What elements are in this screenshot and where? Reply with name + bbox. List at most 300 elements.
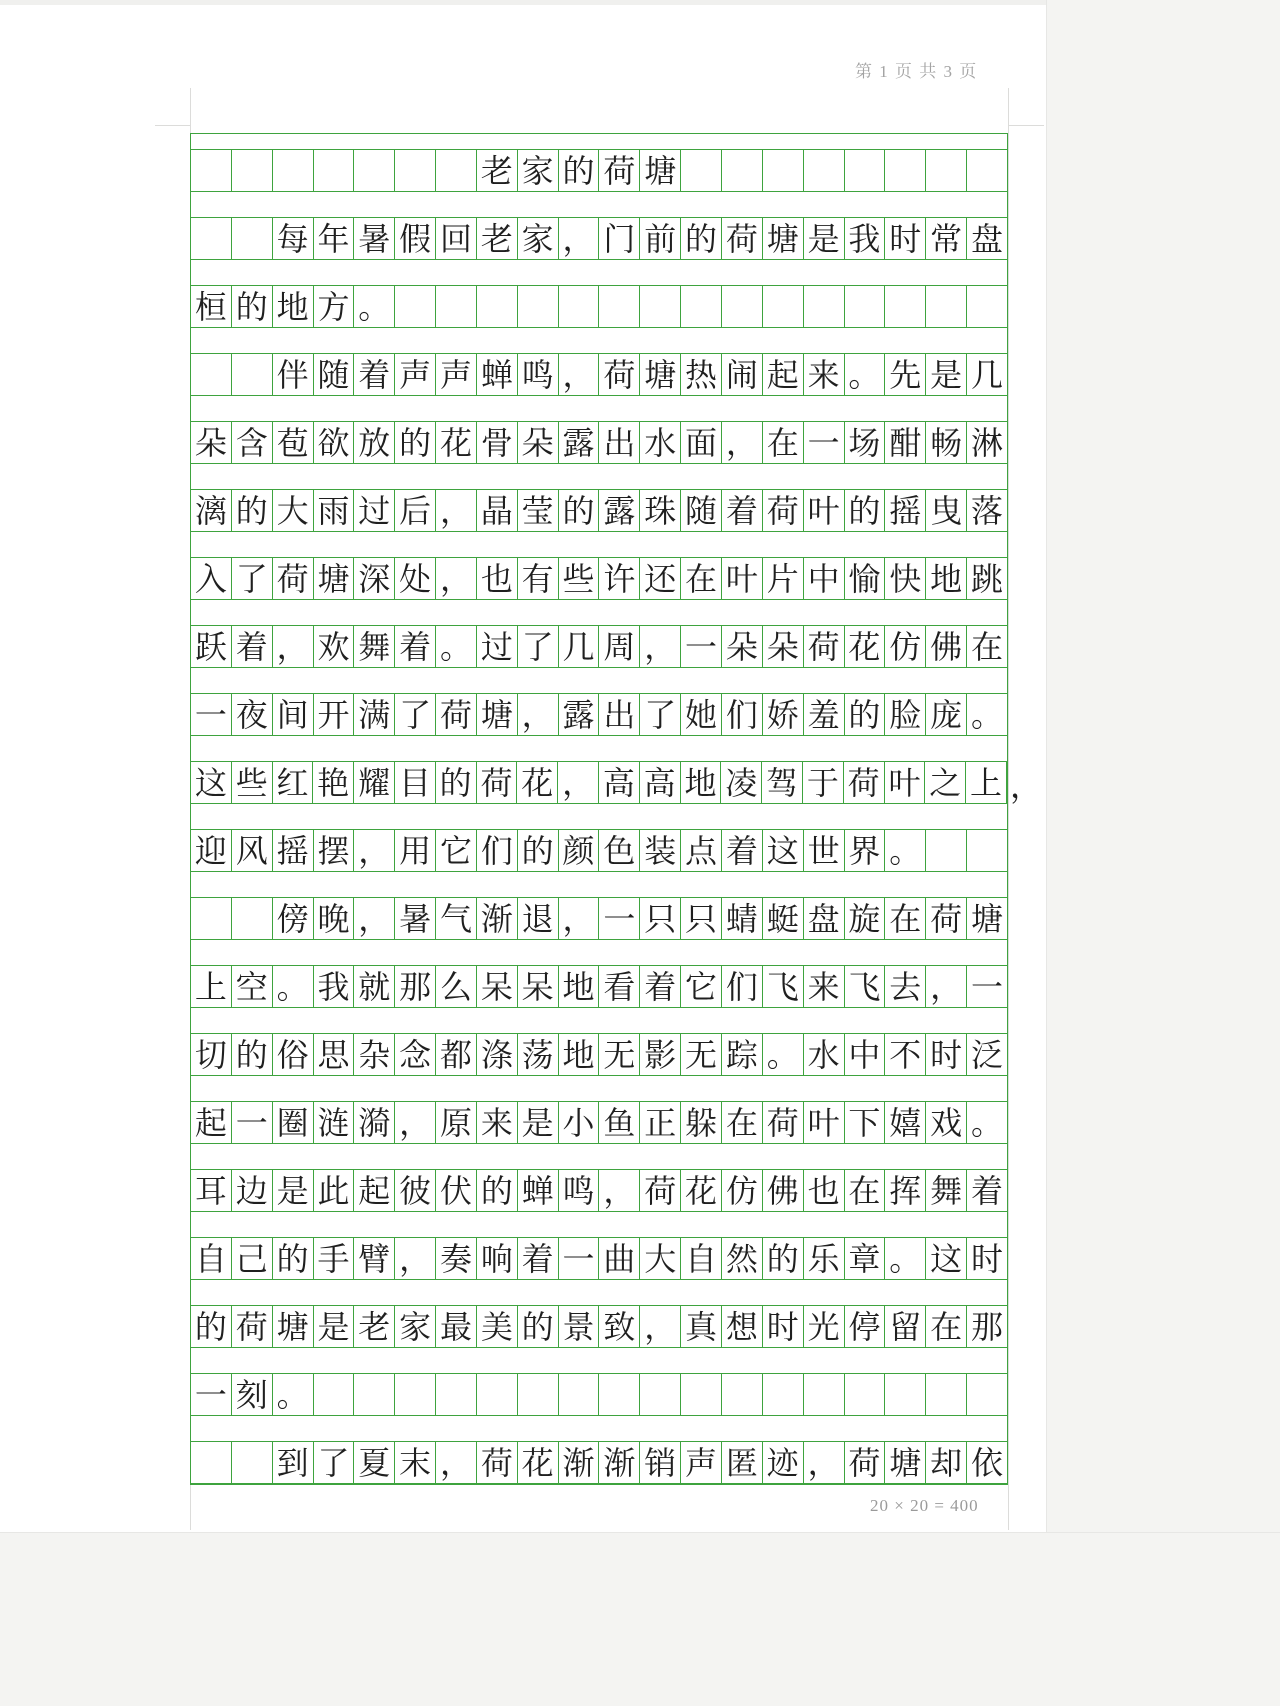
grid-cell: 的 [518,1306,559,1347]
grid-row [191,1441,1007,1484]
grid-cell: 中 [845,1034,886,1075]
grid-cell: ， [599,1170,640,1211]
text-boundary-left-tick [155,125,191,126]
row-gap [191,804,1007,829]
grid-cell: 。 [273,966,314,1007]
grid-cell: 傍 [273,898,314,939]
grid-row [191,557,1007,600]
grid-cell: 的 [518,830,559,871]
grid-cell: 上 [191,966,232,1007]
grid-cell: 些 [559,558,600,599]
grid-cell: 几 [970,356,1003,393]
grid-cell [845,286,886,327]
grid-cell: 嬉 [885,1102,926,1143]
grid-cell: 了 [518,626,559,667]
grid-cell: 荷 [804,626,845,667]
grid-cell: 界 [845,830,886,871]
grid-row [191,1305,1007,1348]
grid-cell [845,150,886,191]
grid-cell: 到 [273,1442,314,1483]
grid-cell: 之 [925,762,966,803]
grid-row [191,353,1007,396]
grid-cell: 去 [885,966,926,1007]
hanging-punctuation: ， [1010,768,1043,804]
grid-cell: 了 [314,1442,355,1483]
grid-cell: 然 [722,1238,763,1279]
grid-cell: 原 [436,1102,477,1143]
grid-cell: 这 [763,830,804,871]
row-gap [191,1280,1007,1305]
grid-cell: 渐 [559,1442,600,1483]
grid-cell: 声 [395,354,436,395]
grid-cell: 。 [970,1104,1003,1141]
grid-cell: 依 [970,1444,1003,1481]
grid-cell [314,150,355,191]
grid-cell: 起 [763,354,804,395]
grid-cell: 曳 [926,490,967,531]
grid-cell: 的 [436,762,477,803]
grid-cell: 刻 [232,1374,273,1415]
grid-cell: 仿 [885,626,926,667]
grid-cell [804,1374,845,1415]
grid-cell: 那 [970,1308,1003,1345]
grid-cell: 上 [966,762,1007,803]
grid-row [191,489,1007,532]
grid-cell: 假 [395,218,436,259]
grid-cell: 荷 [436,694,477,735]
grid-cell: 着 [395,626,436,667]
grid-cell: 伴 [273,354,314,395]
grid-cell: 边 [232,1170,273,1211]
page-number-indicator: 第 1 页 共 3 页 [855,62,978,81]
row-gap [191,464,1007,489]
grid-cell: 来 [804,354,845,395]
grid-cell: 朵 [518,422,559,463]
grid-row [191,285,1007,328]
grid-cell: 泛 [970,1036,1003,1073]
grid-cell: 世 [804,830,845,871]
grid-cell: 圈 [273,1102,314,1143]
grid-cell: ， [804,1442,845,1483]
grid-cell: ， [354,830,395,871]
grid-cell: ， [273,626,314,667]
grid-cell: 影 [640,1034,681,1075]
grid-cell [395,1374,436,1415]
grid-cell: 声 [436,354,477,395]
grid-cell: 色 [599,830,640,871]
grid-cell [232,218,273,259]
grid-cell: 飞 [763,966,804,1007]
grid-cell: 花 [845,626,886,667]
grid-cell [314,1374,355,1415]
grid-cell: 声 [681,1442,722,1483]
grid-cell: ， [640,626,681,667]
grid-cell: 老 [354,1306,395,1347]
grid-cell: 在 [681,558,722,599]
grid-cell: 庞 [926,694,967,735]
grid-cell: 叶 [804,490,845,531]
grid-cell: 佛 [926,626,967,667]
grid-cell: ， [395,1102,436,1143]
grid-cell: 踪 [722,1034,763,1075]
grid-cell: 朵 [722,626,763,667]
grid-cell [681,286,722,327]
grid-cell: ， [436,1442,477,1483]
grid-cell: 荷 [477,762,518,803]
grid-cell: 光 [804,1306,845,1347]
grid-cell: 自 [191,1238,232,1279]
grid-cell: 于 [803,762,844,803]
grid-cell: 娇 [763,694,804,735]
grid-cell: 涤 [477,1034,518,1075]
grid-cell: 些 [232,762,273,803]
grid-cell: 莹 [518,490,559,531]
grid-cell: 一 [191,1374,232,1415]
grid-cell [722,286,763,327]
grid-cell [518,286,559,327]
grid-cell: 起 [354,1170,395,1211]
row-gap [191,1076,1007,1101]
grid-cell: 随 [681,490,722,531]
grid-cell: 地 [926,558,967,599]
grid-cell: 露 [559,694,600,735]
grid-cell [354,1374,395,1415]
grid-cell: ， [395,1238,436,1279]
grid-cell: 是 [273,1170,314,1211]
grid-cell: 的 [477,1170,518,1211]
grid-cell: 鱼 [599,1102,640,1143]
grid-cell [763,286,804,327]
grid-cell: 快 [885,558,926,599]
grid-cell: 念 [395,1034,436,1075]
grid-cell: 曲 [599,1238,640,1279]
row-gap [191,328,1007,353]
grid-cell: 却 [926,1442,967,1483]
grid-cell: 这 [926,1238,967,1279]
grid-cell: 。 [845,354,886,395]
grid-cell: 奏 [436,1238,477,1279]
grid-cell: 了 [640,694,681,735]
page-bottom-edge [0,1532,1280,1706]
grid-cell: 朵 [191,422,232,463]
grid-cell: 思 [314,1034,355,1075]
grid-cell: 艳 [313,762,354,803]
grid-cell [804,150,845,191]
grid-cell [926,286,967,327]
grid-cell: 塘 [314,558,355,599]
grid-cell: 回 [436,218,477,259]
grid-cell: 自 [681,1238,722,1279]
grid-cell: 花 [681,1170,722,1211]
grid-cell: 一 [681,626,722,667]
grid-cell [273,150,314,191]
grid-cell: 们 [477,830,518,871]
grid-cell [191,354,232,395]
grid-cell: 飞 [845,966,886,1007]
grid-cell: 都 [436,1034,477,1075]
grid-cell: 。 [273,1374,314,1415]
grid-cell: 耀 [354,762,395,803]
grid-cell [599,1374,640,1415]
grid-cell: 乐 [804,1238,845,1279]
grid-cell [559,1374,600,1415]
grid-cell: ， [354,898,395,939]
grid-cell: 此 [314,1170,355,1211]
grid-cell [477,1374,518,1415]
grid-cell [926,830,967,871]
row-gap [191,396,1007,421]
grid-cell: 荷 [640,1170,681,1211]
grid-cell: 摇 [273,830,314,871]
grid-cell: 我 [314,966,355,1007]
grid-cell: 露 [599,490,640,531]
grid-cell: 也 [477,558,518,599]
grid-cell: 过 [477,626,518,667]
grid-cell: 在 [885,898,926,939]
grid-cell: 小 [559,1102,600,1143]
grid-cell: 高 [640,762,681,803]
grid-cell [599,286,640,327]
grid-cell: 停 [845,1306,886,1347]
grid-row [191,217,1007,260]
grid-cell: 热 [681,354,722,395]
grid-cell: 荷 [477,1442,518,1483]
grid-cell: 的 [845,490,886,531]
grid-cell: ， [436,490,477,531]
grid-cell: 愉 [845,558,886,599]
grid-cell: 叶 [804,1102,845,1143]
grid-cell: 呆 [518,966,559,1007]
grid-cell [354,150,395,191]
grid-cell: 摆 [314,830,355,871]
grid-cell: 是 [518,1102,559,1143]
grid-cell: 中 [804,558,845,599]
grid-cell: 是 [804,218,845,259]
grid-cell [926,150,967,191]
grid-cell: 舞 [354,626,395,667]
grid-cell: 鸣 [518,354,559,395]
grid-cell: 许 [599,558,640,599]
grid-cell: ， [722,422,763,463]
grid-cell [804,286,845,327]
grid-cell [395,150,436,191]
grid-cell: 蝉 [477,354,518,395]
text-boundary-right-tick [1008,125,1044,126]
grid-cell [191,898,232,939]
grid-cell: 片 [763,558,804,599]
grid-cell: 满 [354,694,395,735]
grid-cell: 家 [395,1306,436,1347]
grid-cell: 叶 [722,558,763,599]
grid-cell: 先 [885,354,926,395]
grid-cell: 叶 [885,762,926,803]
grid-cell: 美 [477,1306,518,1347]
grid-cell: 大 [640,1238,681,1279]
grid-cell [232,150,273,191]
grid-cell: 露 [559,422,600,463]
grid-cell: 时 [926,1034,967,1075]
grid-row [191,965,1007,1008]
grid-cell: 么 [436,966,477,1007]
grid-cell [232,1442,273,1483]
grid-cell [885,150,926,191]
grid-cell: 深 [354,558,395,599]
grid-cell: 渐 [599,1442,640,1483]
grid-cell: 着 [518,1238,559,1279]
grid-cell: 的 [559,490,600,531]
grid-cell: 只 [681,898,722,939]
grid-cell: 跃 [191,626,232,667]
grid-cell: 时 [763,1306,804,1347]
grid-cell: 来 [477,1102,518,1143]
grid-cell: 地 [681,762,722,803]
row-gap [191,872,1007,897]
grid-cell: 盘 [804,898,845,939]
grid-cell: ， [558,762,599,803]
grid-cell: 落 [970,492,1003,529]
grid-cell: 气 [436,898,477,939]
grid-cell: 。 [885,830,926,871]
grid-cell [845,1374,886,1415]
grid-cell: 着 [640,966,681,1007]
grid-cell: 荡 [518,1034,559,1075]
grid-row [191,761,1043,804]
grid-cell: 涟 [314,1102,355,1143]
grid-cell: 蜻 [722,898,763,939]
grid-cell: 塘 [273,1306,314,1347]
row-gap [191,940,1007,965]
row-gap [191,1212,1007,1237]
grid-cell: 一 [191,694,232,735]
grid-cell: 荷 [599,150,640,191]
row-gap [191,736,1007,761]
grid-cell: 水 [640,422,681,463]
grid-cell: 们 [722,694,763,735]
grid-cell: 空 [232,966,273,1007]
grid-cell [967,286,1007,327]
grid-cell: 渐 [477,898,518,939]
row-gap [191,668,1007,693]
grid-cell: 蝉 [518,1170,559,1211]
grid-cell [232,898,273,939]
grid-cell: 最 [436,1306,477,1347]
grid-cell: 盘 [970,220,1003,257]
grid-cell [722,150,763,191]
grid-cell: 大 [273,490,314,531]
grid-cell: 过 [354,490,395,531]
grid-cell: 一 [599,898,640,939]
grid-cell: 无 [599,1034,640,1075]
grid-cell: 在 [763,422,804,463]
grid-cell: 间 [273,694,314,735]
grid-cell: 旋 [845,898,886,939]
grid-cell [681,150,722,191]
grid-cell: 俗 [273,1034,314,1075]
grid-cell: 凌 [721,762,762,803]
row-gap [191,1348,1007,1373]
grid-cell: 用 [395,830,436,871]
grid-cell [395,286,436,327]
grid-cell: 在 [722,1102,763,1143]
grid-cell [191,1442,232,1483]
grid-cell: 骨 [477,422,518,463]
grid-cell: 正 [640,1102,681,1143]
grid-cell: 的 [273,1238,314,1279]
grid-row [191,897,1007,940]
grid-cell [191,150,232,191]
grid-cell: 酣 [885,422,926,463]
grid-cell: 退 [518,898,559,939]
grid-cell: ， [559,354,600,395]
grid-cell: 的 [232,490,273,531]
grid-cell: 的 [232,1034,273,1075]
grid-cell: 桓 [191,286,232,327]
grid-row [191,1033,1007,1076]
grid-cell: 装 [640,830,681,871]
row-gap [191,1008,1007,1033]
grid-cell [763,1374,804,1415]
grid-cell: 高 [599,762,640,803]
grid-cell: 几 [559,626,600,667]
grid-cell: 老 [477,150,518,191]
grid-cell: 珠 [640,490,681,531]
grid-cell: 常 [926,218,967,259]
grid-cell: 佛 [763,1170,804,1211]
grid-row [191,1237,1007,1280]
grid-cell: 着 [722,490,763,531]
grid-cell: 水 [804,1034,845,1075]
grid-cell: 场 [845,422,886,463]
grid-cell: ， [559,218,600,259]
grid-cell [885,1374,926,1415]
grid-cell: 杂 [354,1034,395,1075]
grid-row [191,421,1007,464]
grid-cell: 致 [599,1306,640,1347]
grid-cell: 羞 [804,694,845,735]
grid-cell: 就 [354,966,395,1007]
grid-cell: 们 [722,966,763,1007]
row-gap [191,260,1007,285]
grid-cell [518,1374,559,1415]
page-right-edge [1046,0,1280,1706]
grid-cell: 是 [926,354,967,395]
grid-cell: 点 [681,830,722,871]
grid-cell: 颜 [559,830,600,871]
grid-cell: 时 [970,1240,1003,1277]
grid-cell: 那 [395,966,436,1007]
grid-cell: 它 [681,966,722,1007]
grid-cell: 荷 [926,898,967,939]
grid-cell: 塘 [970,900,1003,937]
grid-row [191,1101,1007,1144]
row-gap [191,134,1007,149]
grid-cell: 了 [232,558,273,599]
grid-cell [763,150,804,191]
grid-cell: 地 [273,286,314,327]
grid-cell: 雨 [314,490,355,531]
grid-cell: 的 [559,150,600,191]
grid-cell: 挥 [885,1170,926,1211]
grid-cell: 荷 [232,1306,273,1347]
grid-cell: 想 [722,1306,763,1347]
grid-count-label: 20 × 20 = 400 [870,1496,979,1515]
grid-cell: 它 [436,830,477,871]
grid-cell: 花 [518,1442,559,1483]
grid-cell: 臂 [354,1238,395,1279]
grid-cell [436,1374,477,1415]
row-gap [191,1416,1007,1441]
grid-cell: ， [926,966,967,1007]
